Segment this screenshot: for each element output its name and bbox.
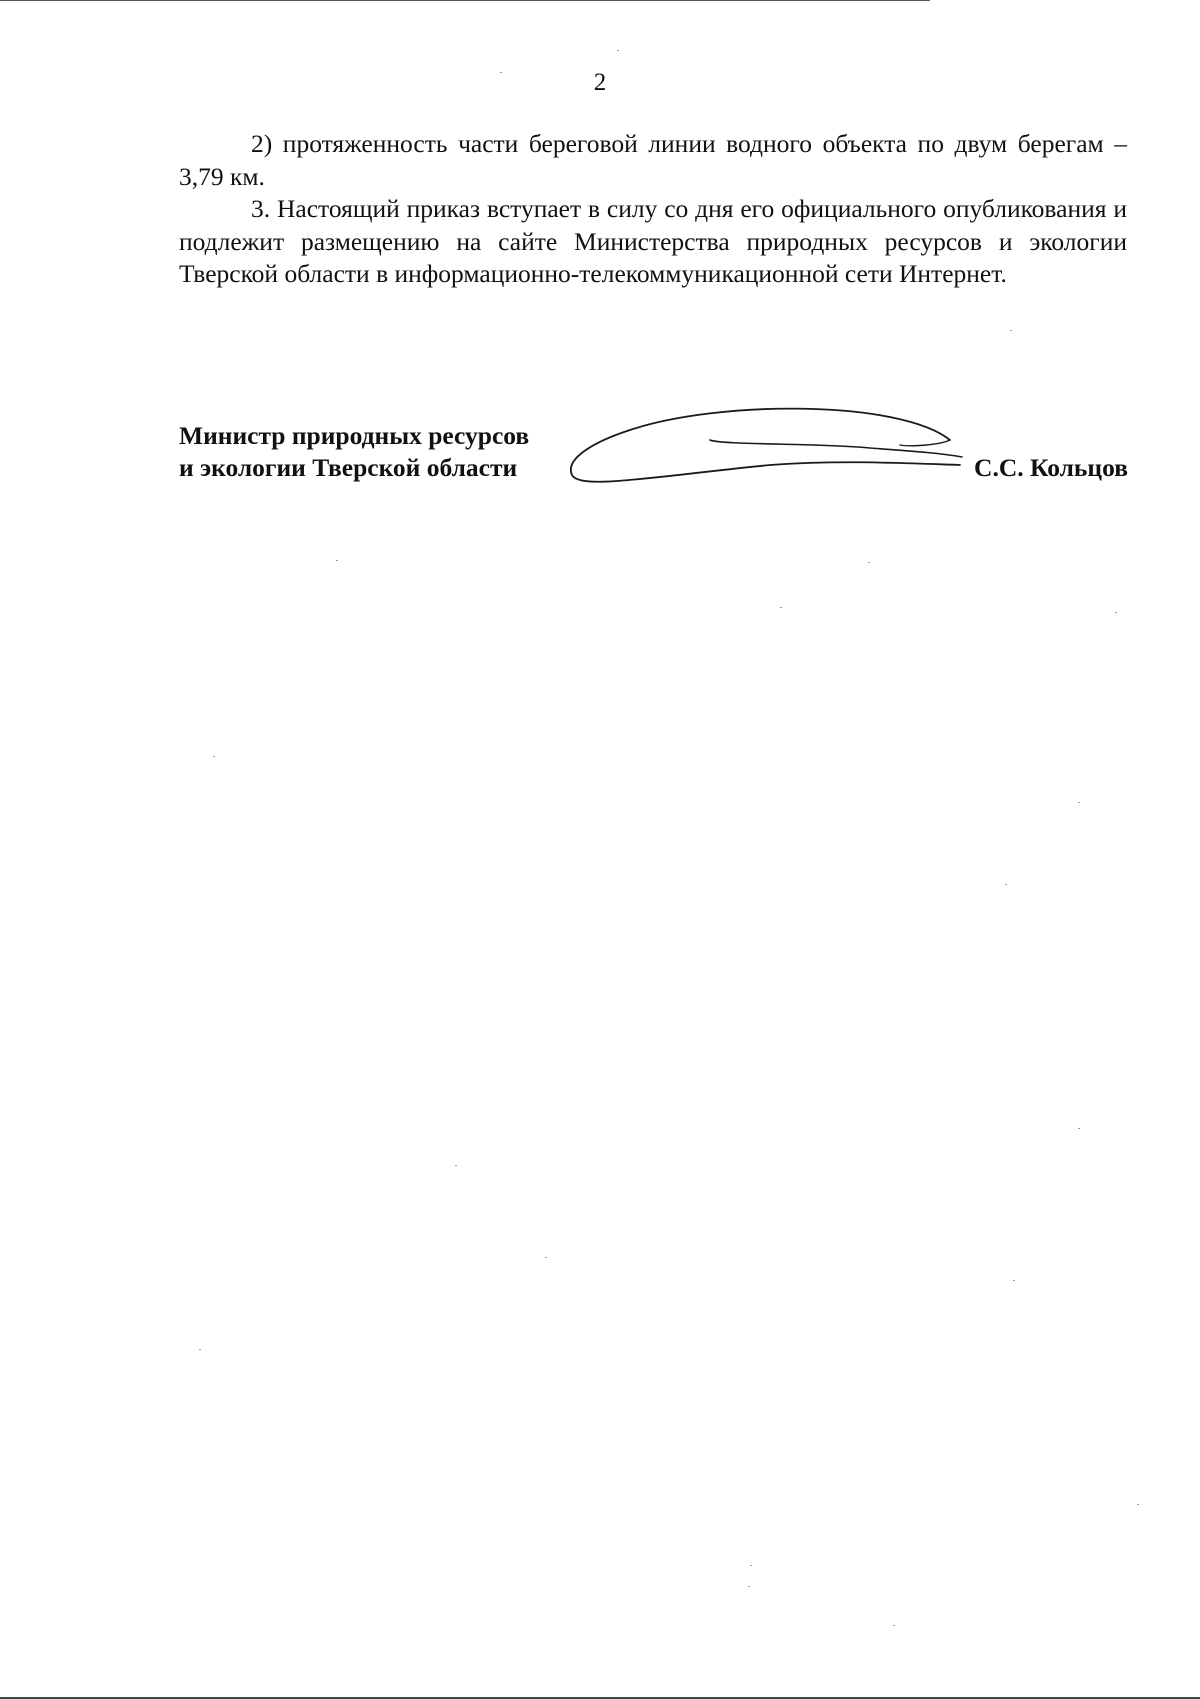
scan-speck (1005, 884, 1007, 885)
page-number: 2 (593, 69, 607, 96)
paragraph-shoreline-length: 2) протяженность части береговой линии водного объекта по двум берегам – 3,79 км. (179, 129, 1127, 191)
scan-speck (1078, 1128, 1080, 1129)
scan-speck (750, 1565, 752, 1566)
scan-speck (868, 562, 870, 563)
document-body (179, 128, 1127, 291)
signatory-title-line2: и экологии Тверской области (179, 453, 518, 482)
signatory-title-line1: Министр природных ресурсов (179, 421, 530, 450)
scan-speck (455, 1165, 457, 1166)
scan-speck (893, 1625, 895, 1626)
scan-speck (617, 50, 619, 51)
scan-speck (1010, 330, 1012, 331)
scan-border-top (0, 0, 930, 1)
scan-speck (1013, 1280, 1015, 1281)
scan-speck (1115, 612, 1117, 613)
scan-speck (336, 560, 338, 561)
scan-speck (1137, 1504, 1139, 1505)
scan-speck (199, 1349, 201, 1350)
scan-speck (500, 72, 502, 73)
scan-speck (1078, 802, 1080, 803)
signatory-name: С.С. Кольцов (974, 453, 1128, 482)
scan-speck (748, 1586, 750, 1587)
paragraph-effective-date: 3. Настоящий приказ вступает в силу со дня его официального опубликования и подлежит размещению на сайте Министерства природных ресурсов и экологии Тверской области в информационно-телекоммуникационной сети Интернет. (179, 194, 1127, 288)
scan-speck (213, 756, 215, 757)
handwritten-signature (570, 405, 970, 505)
scan-speck (780, 607, 782, 608)
signatory-title (179, 420, 529, 484)
scan-speck (545, 1257, 547, 1258)
